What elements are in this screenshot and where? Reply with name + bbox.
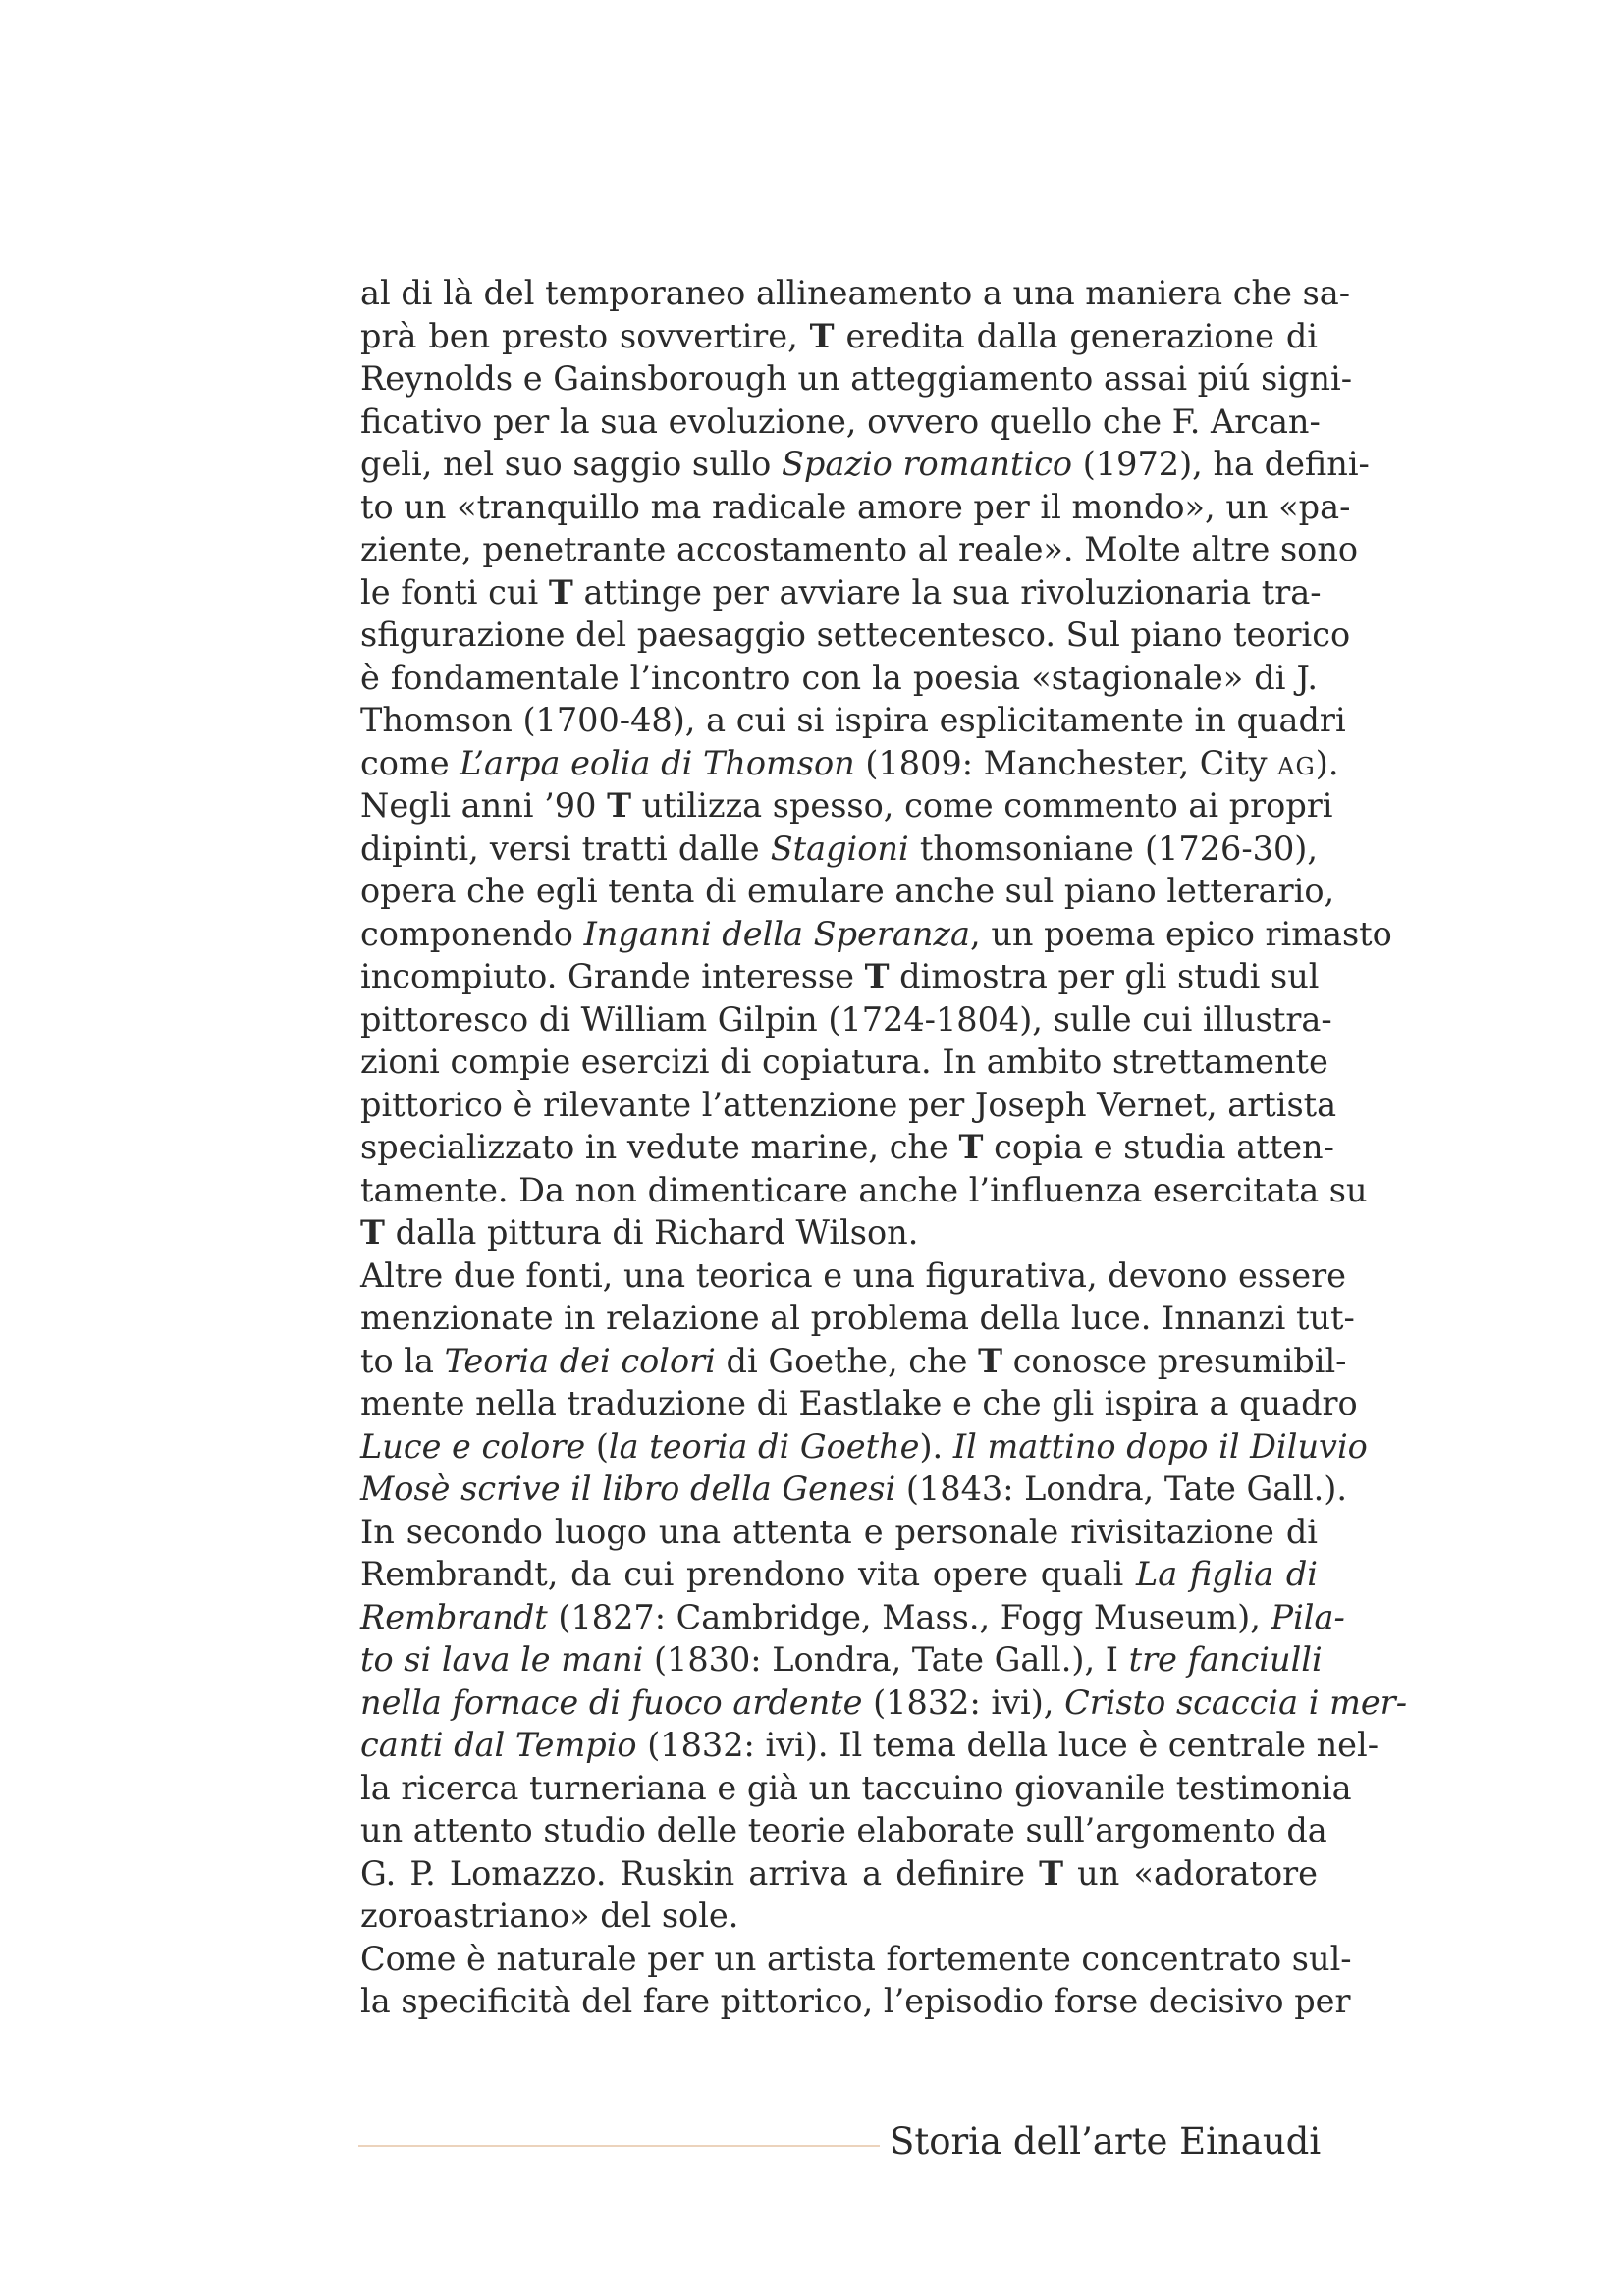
text-run: tamente. Da non dimenticare anche l’influenza esercitata su — [360, 1170, 1368, 1209]
text-run: opera che egli tenta di emulare anche sul piano letterario, — [360, 872, 1335, 910]
text-run: eredita dalla generazione di — [834, 316, 1318, 355]
text-line — [360, 1211, 1318, 1255]
text-line — [360, 1724, 1380, 1767]
text-run: ). — [919, 1426, 953, 1466]
text-line — [360, 1938, 1352, 1981]
text-line — [360, 1596, 1345, 1639]
italic-title: la teoria di Goethe — [608, 1426, 920, 1466]
text-run: Come è naturale per un artista fortemente concentrato sul- — [360, 1939, 1352, 1978]
italic-title: to si lava le mani — [360, 1640, 644, 1679]
text-run: Thomson (1700-48), a cui si ispira esplicitamente in quadri — [360, 701, 1346, 739]
text-run: Rembrandt, da cui prendono vita opere quali — [360, 1555, 1136, 1593]
text-line — [360, 657, 1318, 700]
text-line — [360, 742, 1339, 785]
text-run: ). — [1315, 743, 1339, 782]
text-run: (1843: Londra, Tate Gall.). — [895, 1469, 1348, 1508]
italic-title: Il mattino dopo il Diluvio — [952, 1426, 1368, 1466]
text-line — [360, 699, 1346, 742]
text-run: thomsoniane (1726-30), — [908, 828, 1318, 868]
text-line — [360, 998, 1332, 1041]
italic-title: La figlia di — [1135, 1555, 1318, 1593]
text-line — [360, 1553, 1318, 1596]
text-run: copia e studia atten- — [983, 1128, 1334, 1166]
text-run: zioni compie esercizi di copiatura. In ambito strettamente — [360, 1042, 1328, 1081]
italic-title: nella fornace di fuoco ardente — [360, 1682, 863, 1722]
text-run: In secondo luogo una attenta e personale rivisitazione di — [360, 1512, 1318, 1551]
text-line — [360, 315, 1318, 358]
text-run: Reynolds e Gainsborough un atteggiamento assai piú signi- — [360, 359, 1353, 398]
text-run: (1809: Manchester, City — [854, 743, 1278, 782]
text-run: di Goethe, che — [715, 1341, 979, 1380]
text-line — [360, 1169, 1368, 1212]
text-run: utilizza spesso, come commento ai propri — [631, 786, 1333, 825]
text-run: Negli anni ’90 — [360, 786, 608, 825]
text-run: to la — [360, 1341, 445, 1380]
text-run: le fonti cui — [360, 572, 549, 612]
small-caps-abbr: AG — [1277, 752, 1316, 780]
text-line — [360, 913, 1392, 956]
subject-initial: T — [607, 786, 632, 825]
italic-title: Pila- — [1271, 1597, 1345, 1636]
text-line — [360, 1468, 1348, 1511]
subject-initial: T — [360, 1213, 385, 1252]
italic-title: Mosè scrive il libro della Genesi — [360, 1469, 896, 1508]
text-run: zoroastriano» del sole. — [360, 1896, 739, 1935]
text-line — [360, 1852, 1318, 1896]
text-line — [360, 1340, 1347, 1383]
italic-title: Stagioni — [770, 828, 909, 868]
text-run: un attento studio delle teorie elaborate sull’argomento da — [360, 1811, 1327, 1849]
text-run: al di là del temporaneo allineamento a una maniera che sa- — [360, 274, 1351, 312]
text-run: ( — [585, 1426, 609, 1466]
text-line — [360, 272, 1351, 315]
italic-title: Spazio romantico — [781, 445, 1073, 483]
text-line — [360, 1382, 1358, 1425]
text-line — [360, 486, 1351, 529]
subject-initial: T — [958, 1128, 984, 1166]
text-run: (1832: ivi), — [862, 1682, 1065, 1722]
text-run: (1832: ivi). Il tema della luce è centrale nel- — [636, 1726, 1380, 1764]
text-run: geli, nel suo saggio sullo — [360, 445, 782, 483]
text-line — [360, 1126, 1334, 1169]
text-run: pittoresco di William Gilpin (1724-1804), sulle cui illustra- — [360, 999, 1332, 1039]
text-line — [360, 1682, 1408, 1725]
text-line — [360, 1297, 1355, 1340]
subject-initial: T — [809, 316, 835, 355]
text-line — [360, 571, 1322, 614]
text-run: specializzato in vedute marine, che — [360, 1128, 959, 1166]
text-run: la specificità del fare pittorico, l’episodio forse decisivo per — [360, 1982, 1351, 2020]
text-run: la ricerca turneriana e già un taccuino giovanile testimonia — [360, 1768, 1352, 1807]
text-line — [360, 528, 1359, 571]
text-line — [360, 1980, 1351, 2023]
text-run: come — [360, 743, 460, 782]
text-run: prà ben presto sovvertire, — [360, 316, 810, 355]
text-line — [360, 1809, 1327, 1852]
text-run: dipinti, versi tratti dalle — [360, 828, 771, 868]
italic-title: Inganni della Speranza — [583, 914, 971, 953]
text-run: , un poema epico rimasto — [970, 914, 1392, 953]
text-line — [360, 443, 1370, 486]
text-run: attinge per avviare la sua rivoluzionaria tra- — [572, 572, 1322, 612]
text-line — [360, 955, 1318, 998]
text-line — [360, 1425, 1368, 1468]
text-line — [360, 1638, 1323, 1682]
text-line — [360, 1084, 1337, 1127]
text-run: (1827: Cambridge, Mass., Fogg Museum), — [547, 1597, 1271, 1636]
italic-title: canti dal Tempio — [360, 1726, 637, 1764]
text-run: incompiuto. Grande interesse — [360, 957, 865, 995]
text-run: (1830: Londra, Tate Gall.), I — [643, 1640, 1129, 1679]
text-run: menzionate in relazione al problema della luce. Innanzi tut- — [360, 1299, 1355, 1337]
text-run: un «adoratore — [1063, 1853, 1318, 1893]
text-run: componendo — [360, 914, 584, 953]
text-run: (1972), ha defini- — [1072, 445, 1370, 483]
text-run: dimostra per gli studi sul — [889, 957, 1320, 995]
italic-title: Cristo scaccia i mer- — [1064, 1682, 1408, 1722]
text-run: G. P. Lomazzo. Ruskin arriva a definire — [360, 1853, 1040, 1893]
body-text — [360, 272, 1408, 2023]
text-line — [360, 400, 1321, 444]
text-line — [360, 357, 1353, 400]
italic-title: Rembrandt — [360, 1597, 548, 1636]
text-run: mente nella traduzione di Eastlake e che gli ispira a quadro — [360, 1384, 1358, 1422]
text-line — [360, 1767, 1352, 1810]
italic-title: Luce e colore — [360, 1426, 586, 1466]
text-run: conosce presumibil- — [1002, 1341, 1347, 1380]
text-run: è fondamentale l’incontro con la poesia «stagionale» di J. — [360, 658, 1318, 697]
text-line — [360, 870, 1335, 913]
text-run: ziente, penetrante accostamento al reale». Molte altre sono — [360, 530, 1359, 568]
text-run: pittorico è rilevante l’attenzione per Joseph Vernet, artista — [360, 1085, 1337, 1124]
text-line — [360, 1511, 1318, 1554]
text-line — [360, 614, 1351, 657]
italic-title: Teoria dei colori — [444, 1341, 716, 1380]
text-run: ficativo per la sua evoluzione, ovvero quello che F. Arcan- — [360, 401, 1321, 441]
subject-initial: T — [548, 572, 573, 612]
text-run: to un «tranquillo ma radicale amore per il mondo», un «pa- — [360, 487, 1351, 526]
italic-title: L’arpa eolia di Thomson — [460, 743, 855, 782]
text-line — [360, 784, 1333, 828]
text-line — [360, 1895, 1318, 1938]
text-run: sfigurazione del paesaggio settecentesco. Sul piano teorico — [360, 615, 1351, 654]
subject-initial: T — [978, 1341, 1003, 1380]
italic-title: tre fanciulli — [1128, 1640, 1323, 1679]
subject-initial: T — [1039, 1853, 1064, 1893]
text-run: dalla pittura di Richard Wilson. — [384, 1213, 919, 1252]
text-line — [360, 1255, 1346, 1298]
footer-rule — [358, 2145, 880, 2147]
text-run: Altre due fonti, una teorica e una figurativa, devono essere — [360, 1255, 1346, 1295]
footer-title: Storia dell’arte Einaudi — [890, 2120, 1322, 2163]
subject-initial: T — [864, 957, 890, 995]
text-line — [360, 1041, 1328, 1084]
text-line — [360, 828, 1318, 871]
